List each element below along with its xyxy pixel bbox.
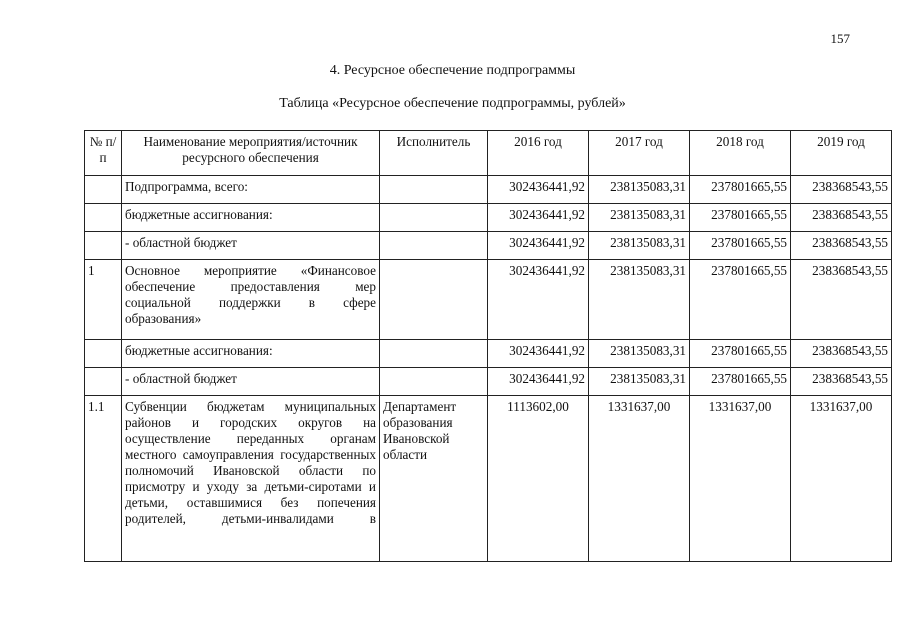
table-row <box>85 340 892 368</box>
row-value-2018: 1331637,00 <box>690 396 791 562</box>
table-header-row <box>85 131 892 176</box>
row-value-2017: 1331637,00 <box>589 396 690 562</box>
table-row <box>85 260 892 340</box>
row-num: 1 <box>85 260 122 340</box>
row-num <box>85 340 122 368</box>
header-2016: 2016 год <box>488 131 589 176</box>
row-name: бюджетные ассигнования: <box>122 204 380 232</box>
row-value-2017: 238135083,31 <box>589 204 690 232</box>
row-num <box>85 204 122 232</box>
row-name: Субвенции бюджетам муниципальных районов и городских округов на осуществление переданных органам местного самоуправления государственных полномочий Ивановской области по присмотру и уходу за детьми-сиротами и детьми, оставшимися без попечения родителей, детьми-инвалидами в <box>122 396 380 562</box>
row-value-2019: 238368543,55 <box>791 232 892 260</box>
table-row <box>85 176 892 204</box>
section-heading: 4. Ресурсное обеспечение подпрограммы <box>329 63 576 78</box>
resource-table <box>84 130 892 562</box>
row-value-2019: 238368543,55 <box>791 176 892 204</box>
row-executor: Департамент образования Ивановской области <box>380 396 488 562</box>
row-value-2019: 238368543,55 <box>791 368 892 396</box>
row-value-2019: 238368543,55 <box>791 340 892 368</box>
row-value-2019: 238368543,55 <box>791 204 892 232</box>
header-num: № п/п <box>85 131 122 176</box>
page-number: 157 <box>830 31 850 46</box>
row-value-2016: 302436441,92 <box>488 340 589 368</box>
row-value-2018: 237801665,55 <box>690 204 791 232</box>
row-value-2016: 302436441,92 <box>488 232 589 260</box>
header-2017: 2017 год <box>589 131 690 176</box>
row-name: - областной бюджет <box>122 368 380 396</box>
row-value-2019: 238368543,55 <box>791 260 892 340</box>
header-name: Наименование мероприятия/источник ресурсного обеспечения <box>122 131 380 176</box>
row-value-2016: 302436441,92 <box>488 260 589 340</box>
row-name: бюджетные ассигнования: <box>122 340 380 368</box>
row-executor <box>380 204 488 232</box>
row-executor <box>380 340 488 368</box>
row-name: Подпрограмма, всего: <box>122 176 380 204</box>
header-2019: 2019 год <box>791 131 892 176</box>
row-value-2017: 238135083,31 <box>589 176 690 204</box>
row-value-2018: 237801665,55 <box>690 260 791 340</box>
table-caption: Таблица «Ресурсное обеспечение подпрограммы, рублей» <box>279 96 626 111</box>
table-row <box>85 396 892 562</box>
row-value-2019: 1331637,00 <box>791 396 892 562</box>
row-value-2016: 1113602,00 <box>488 396 589 562</box>
row-value-2018: 237801665,55 <box>690 176 791 204</box>
row-value-2017: 238135083,31 <box>589 340 690 368</box>
row-value-2016: 302436441,92 <box>488 176 589 204</box>
row-num <box>85 232 122 260</box>
row-value-2016: 302436441,92 <box>488 368 589 396</box>
row-name: Основное мероприятие «Финансовое обеспечение предоставления мер социальной поддержки в сфере образования» <box>122 260 380 340</box>
row-executor <box>380 260 488 340</box>
row-num <box>85 176 122 204</box>
table-row <box>85 232 892 260</box>
row-executor <box>380 176 488 204</box>
row-value-2016: 302436441,92 <box>488 204 589 232</box>
row-value-2018: 237801665,55 <box>690 368 791 396</box>
header-2018: 2018 год <box>690 131 791 176</box>
row-value-2017: 238135083,31 <box>589 368 690 396</box>
row-value-2018: 237801665,55 <box>690 232 791 260</box>
row-executor <box>380 232 488 260</box>
row-name: - областной бюджет <box>122 232 380 260</box>
row-num: 1.1 <box>85 396 122 562</box>
row-value-2017: 238135083,31 <box>589 260 690 340</box>
row-value-2018: 237801665,55 <box>690 340 791 368</box>
row-num <box>85 368 122 396</box>
row-executor <box>380 368 488 396</box>
table-row <box>85 368 892 396</box>
row-value-2017: 238135083,31 <box>589 232 690 260</box>
header-executor: Исполнитель <box>380 131 488 176</box>
table-row <box>85 204 892 232</box>
